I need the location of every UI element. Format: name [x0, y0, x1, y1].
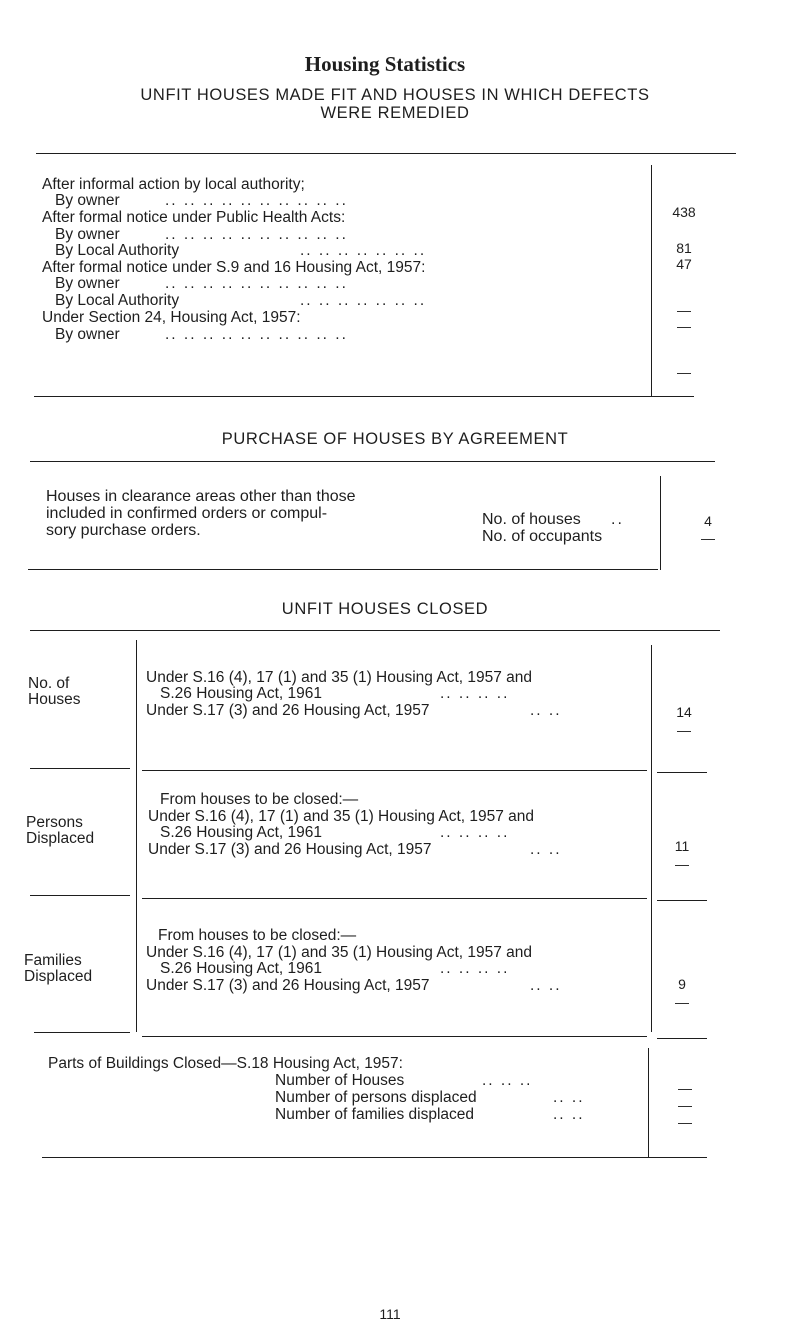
- leader-dots: ..: [611, 511, 624, 528]
- row-label: By Local Authority: [55, 242, 180, 259]
- group-value: —: [675, 856, 689, 872]
- section2-column-divider: [660, 476, 661, 570]
- leader-dots: .. .. .. .. .. .. .. .. .. ..: [165, 226, 348, 243]
- group-line: Under S.17 (3) and 26 Housing Act, 1957: [146, 702, 430, 719]
- row-value: —: [677, 318, 691, 334]
- page-title: Housing Statistics: [304, 52, 466, 76]
- group-rule: [142, 898, 647, 899]
- group-label: Houses: [28, 691, 81, 708]
- group-line: Under S.16 (4), 17 (1) and 35 (1) Housing Act, 1957 and: [148, 808, 535, 825]
- row-label: By Local Authority: [55, 292, 180, 309]
- row-value: 81: [676, 240, 692, 256]
- group-line: S.26 Housing Act, 1961: [160, 824, 323, 841]
- leader-dots: .. ..: [530, 977, 562, 994]
- leader-dots: .. .. .. ..: [440, 960, 510, 977]
- section3-bottom-rule: [42, 1157, 707, 1158]
- leader-dots: .. ..: [553, 1106, 585, 1123]
- row-label: By owner: [55, 192, 120, 209]
- purchase-description: included in confirmed orders or compul-: [46, 505, 328, 522]
- section1-top-rule: [36, 153, 736, 154]
- group-intro: From houses to be closed:—: [160, 791, 359, 808]
- parts-row-label: Number of persons displaced: [275, 1089, 477, 1106]
- purchase-item-value: 4: [704, 513, 712, 529]
- group-rule: [34, 1032, 130, 1033]
- group-line: Under S.17 (3) and 26 Housing Act, 1957: [146, 977, 430, 994]
- page-number: 111: [379, 1306, 401, 1322]
- section3-top-rule: [30, 630, 720, 631]
- row-value: —: [677, 302, 691, 318]
- purchase-item-value: —: [701, 530, 715, 546]
- parts-row-value: —: [678, 1097, 692, 1113]
- parts-row-value: —: [678, 1080, 692, 1096]
- row-label: By owner: [55, 275, 120, 292]
- group-line: S.26 Housing Act, 1961: [160, 960, 323, 977]
- section2-top-rule: [30, 461, 715, 462]
- group-rule: [30, 895, 130, 896]
- row-label: Under Section 24, Housing Act, 1957:: [42, 309, 301, 326]
- section1-bottom-rule: [34, 396, 694, 397]
- row-label: After formal notice under Public Health Acts:: [42, 209, 346, 226]
- section2-bottom-rule: [28, 569, 658, 570]
- group-label: Displaced: [26, 830, 95, 847]
- section1-column-divider: [651, 165, 652, 396]
- purchase-description: Houses in clearance areas other than those: [46, 488, 356, 505]
- row-value: 438: [672, 204, 696, 220]
- leader-dots: .. ..: [553, 1089, 585, 1106]
- group-value: 9: [678, 976, 686, 992]
- section-heading-unfit-made-fit: UNFIT HOUSES MADE FIT AND HOUSES IN WHICH DEFECTS: [140, 86, 650, 104]
- group-label: Persons: [26, 814, 83, 831]
- leader-dots: .. .. .. .. .. .. ..: [300, 292, 427, 309]
- purchase-description: sory purchase orders.: [46, 522, 201, 539]
- row-label: By owner: [55, 226, 120, 243]
- row-label: After formal notice under S.9 and 16 Housing Act, 1957:: [42, 259, 426, 276]
- group-rule: [657, 900, 707, 901]
- group-label: No. of: [28, 675, 70, 692]
- group-rule: [142, 770, 647, 771]
- parts-heading: Parts of Buildings Closed—S.18 Housing Act, 1957:: [48, 1055, 403, 1072]
- group-label: Families: [24, 952, 82, 969]
- group-intro: From houses to be closed:—: [158, 927, 357, 944]
- group-line: Under S.16 (4), 17 (1) and 35 (1) Housing Act, 1957 and: [146, 669, 533, 686]
- leader-dots: .. .. .. .. .. .. .. .. .. ..: [165, 275, 348, 292]
- group-line: S.26 Housing Act, 1961: [160, 685, 323, 702]
- parts-row-label: Number of Houses: [275, 1072, 405, 1089]
- leader-dots: .. .. .. .. .. .. .. .. .. ..: [165, 326, 348, 343]
- group-line: Under S.17 (3) and 26 Housing Act, 1957: [148, 841, 432, 858]
- leader-dots: .. ..: [530, 841, 562, 858]
- section-heading-unfit-made-fit-cont: WERE REMEDIED: [320, 104, 470, 122]
- group-value: —: [675, 994, 689, 1010]
- group-value: —: [677, 722, 691, 738]
- section-heading-closed: UNFIT HOUSES CLOSED: [281, 600, 489, 618]
- purchase-item-label: No. of houses: [482, 511, 581, 528]
- leader-dots: .. .. .. .. .. .. ..: [300, 242, 427, 259]
- leader-dots: .. .. .. ..: [440, 824, 510, 841]
- leader-dots: .. .. ..: [482, 1072, 533, 1089]
- group-label: Displaced: [24, 968, 93, 985]
- group-line: Under S.16 (4), 17 (1) and 35 (1) Housing Act, 1957 and: [146, 944, 533, 961]
- group-rule: [142, 1036, 647, 1037]
- group-rule: [657, 772, 707, 773]
- row-value: —: [677, 364, 691, 380]
- section3-left-divider: [136, 640, 137, 1032]
- leader-dots: .. ..: [530, 702, 562, 719]
- parts-row-label: Number of families displaced: [275, 1106, 475, 1123]
- group-value: 11: [674, 838, 690, 854]
- leader-dots: .. .. .. .. .. .. .. .. .. ..: [165, 192, 348, 209]
- parts-row-value: —: [678, 1114, 692, 1130]
- purchase-item-label: No. of occupants: [482, 528, 603, 545]
- row-label: By owner: [55, 326, 120, 343]
- group-value: 14: [676, 704, 692, 720]
- row-label: After informal action by local authority;: [42, 176, 305, 193]
- row-value: 47: [676, 256, 692, 272]
- section-heading-purchase: PURCHASE OF HOUSES BY AGREEMENT: [221, 430, 569, 448]
- parts-column-divider: [648, 1048, 649, 1158]
- group-rule: [30, 768, 130, 769]
- group-rule: [657, 1038, 707, 1039]
- leader-dots: .. .. .. ..: [440, 685, 510, 702]
